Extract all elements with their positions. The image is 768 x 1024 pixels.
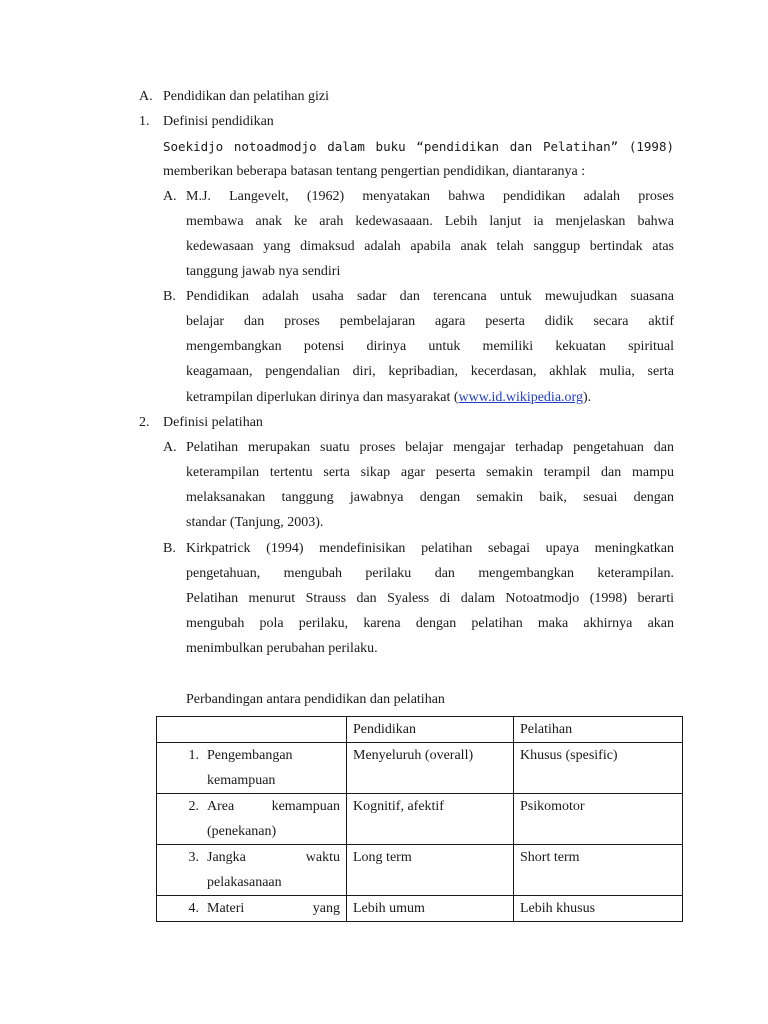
table-row: [157, 896, 683, 922]
pendidikan-cell: Kognitif, afektif: [347, 794, 514, 845]
row-number: 1.: [188, 748, 199, 763]
pendidikan-cell: Lebih umum: [347, 896, 514, 922]
intro-line: memberikan beberapa batasan tentang pengertian pendidikan, diantaranya :: [163, 164, 586, 179]
pendidikan-cell: Long term: [347, 845, 514, 896]
row-number: 2.: [188, 799, 199, 814]
paragraph-line: tanggung jawab nya sendiri: [186, 264, 341, 279]
paragraph-line: keterampilan tertentu serta sikap agar peserta semakin terampil dan mampu: [186, 465, 674, 480]
sub-marker: A.: [163, 189, 177, 204]
item-title: Definisi pendidikan: [163, 114, 274, 129]
line-suffix: ).: [582, 390, 592, 405]
paragraph-line: keagamaan, pengendalian diri, kepribadian, kecerdasan, akhlak mulia, serta: [186, 364, 674, 379]
sub-marker: A.: [163, 440, 177, 455]
paragraph-line: menimbulkan perubahan perilaku.: [186, 641, 378, 656]
table-row: [157, 845, 683, 896]
paragraph-line: [186, 388, 591, 408]
aspect-cell: [157, 845, 347, 896]
aspect-label: Jangka waktu: [207, 850, 340, 865]
aspect-label-cont: kemampuan: [207, 773, 276, 788]
item-marker: 2.: [139, 415, 150, 430]
paragraph-line: mengembangkan potensi dirinya untuk memiliki kekuatan spiritual: [186, 339, 674, 354]
aspect-label-cont: (penekanan): [207, 824, 277, 839]
intro-line: Soekidjo notoadmodjo dalam buku “pendidikan dan Pelatihan” (1998): [163, 139, 674, 154]
paragraph-line: Pelatihan menurut Strauss dan Syaless di dalam Notoatmodjo (1998) berarti: [186, 591, 674, 606]
sub-marker: B.: [163, 541, 176, 556]
paragraph-line: melaksanakan tanggung jawabnya dengan semakin baik, sesuai dengan: [186, 490, 674, 505]
wikipedia-link[interactable]: www.id.wikipedia.org: [458, 390, 583, 405]
paragraph-line: Pelatihan merupakan suatu proses belajar mengajar terhadap pengetahuan dan: [186, 440, 674, 455]
line-prefix: ketrampilan diperlukan dirinya dan masyarakat (: [186, 390, 459, 405]
item-title: Definisi pelatihan: [163, 415, 263, 430]
pelatihan-cell: Psikomotor: [514, 794, 683, 845]
paragraph-line: Kirkpatrick (1994) mendefinisikan pelatihan sebagai upaya meningkatkan: [186, 541, 674, 556]
pelatihan-cell: Lebih khusus: [514, 896, 683, 922]
header-cell-empty: [157, 717, 347, 743]
paragraph-line: M.J. Langevelt, (1962) menyatakan bahwa pendidikan adalah proses: [186, 189, 674, 204]
aspect-label-cont: pelakasanaan: [207, 875, 282, 890]
paragraph-line: Pendidikan adalah usaha sadar dan terencana untuk mewujudkan suasana: [186, 289, 674, 304]
header-cell-pendidikan: Pendidikan: [347, 717, 514, 743]
table-row: [157, 794, 683, 845]
table-header-row: [157, 717, 683, 743]
section-marker: A.: [139, 89, 153, 104]
aspect-label: Pengembangan: [207, 748, 293, 763]
aspect-label: Area kemampuan: [207, 799, 340, 814]
paragraph-line: standar (Tanjung, 2003).: [186, 515, 324, 530]
pelatihan-cell: Khusus (spesific): [514, 743, 683, 794]
aspect-label: Materi yang: [207, 901, 340, 916]
paragraph-line: belajar dan proses pembelajaran agara peserta didik secara aktif: [186, 314, 674, 329]
section-title: Pendidikan dan pelatihan gizi: [163, 89, 330, 104]
aspect-cell: [157, 794, 347, 845]
comparison-table: [156, 716, 683, 922]
aspect-cell: [157, 743, 347, 794]
paragraph-line: mengubah pola perilaku, karena dengan pelatihan maka akhirnya akan: [186, 616, 674, 631]
header-cell-pelatihan: Pelatihan: [514, 717, 683, 743]
paragraph-line: pengetahuan, mengubah perilaku dan mengembangkan keterampilan.: [186, 566, 674, 581]
pendidikan-cell: Menyeluruh (overall): [347, 743, 514, 794]
row-number: 3.: [188, 850, 199, 865]
table-caption: Perbandingan antara pendidikan dan pelatihan: [186, 692, 445, 707]
pelatihan-cell: Short term: [514, 845, 683, 896]
paragraph-line: kedewasaan yang dimaksud adalah apabila anak telah sanggup bertindak atas: [186, 239, 674, 254]
row-number: 4.: [188, 901, 199, 916]
sub-marker: B.: [163, 289, 176, 304]
paragraph-line: membawa anak ke arah kedewasaaan. Lebih lanjut ia menjelaskan bahwa: [186, 214, 674, 229]
aspect-cell: [157, 896, 347, 922]
item-marker: 1.: [139, 114, 150, 129]
table-row: [157, 743, 683, 794]
